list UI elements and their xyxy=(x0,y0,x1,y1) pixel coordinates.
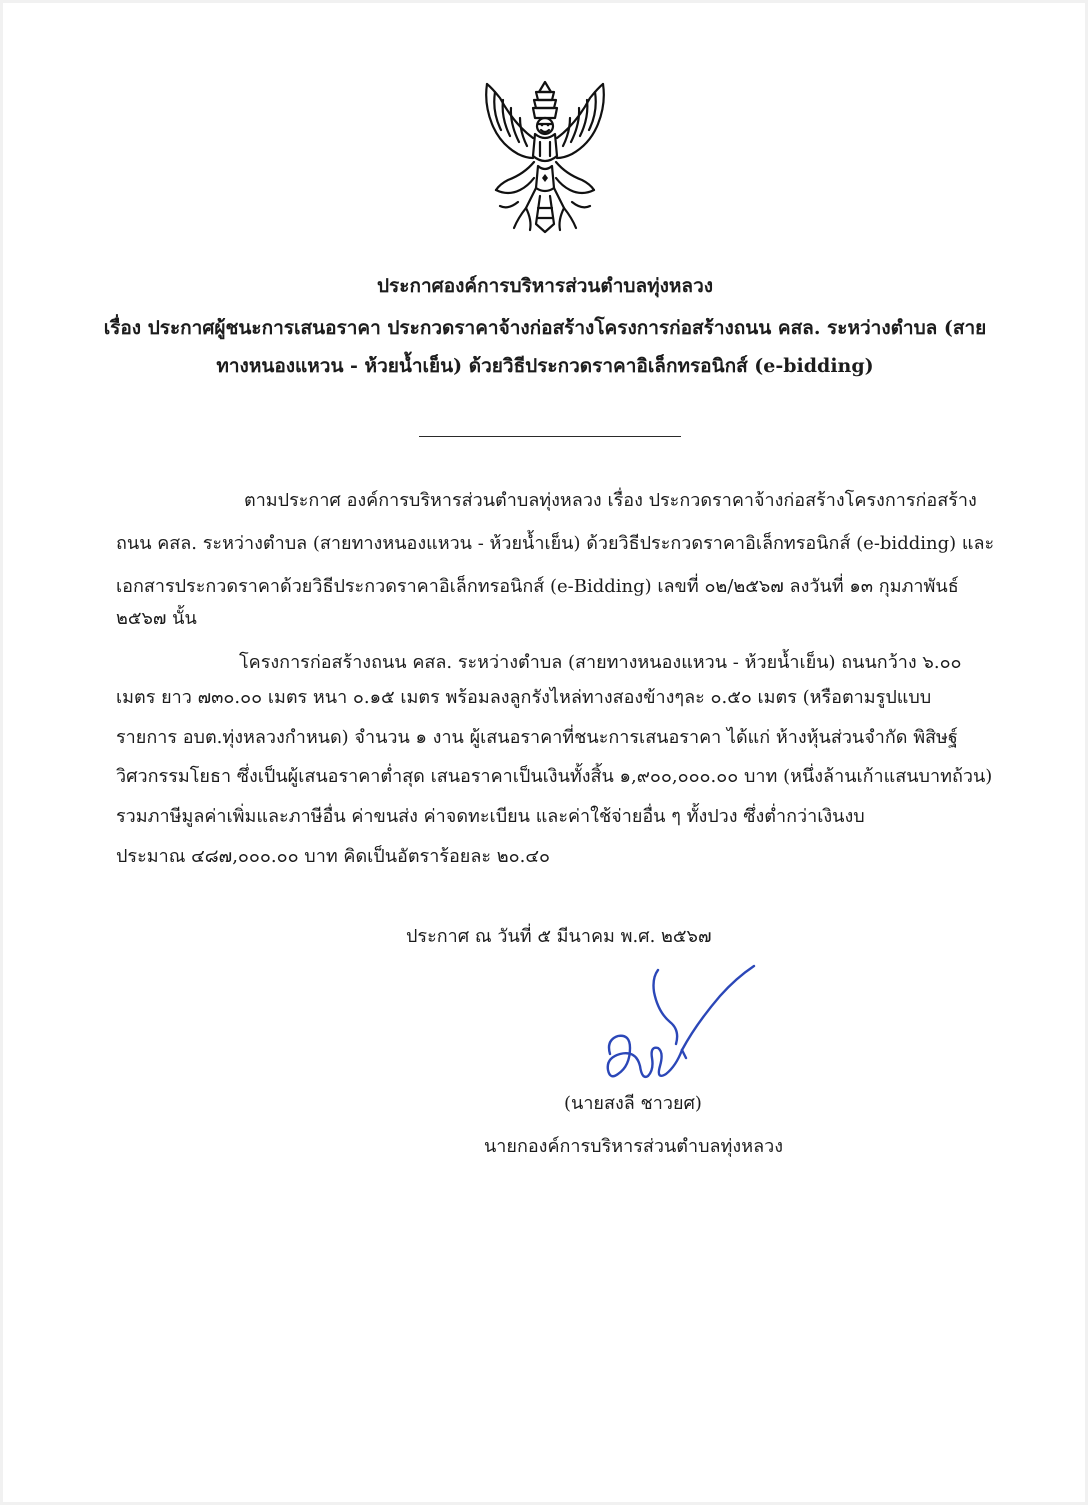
paragraph-2-line: รายการ อบต.ทุ่งหลวงกำหนด) จำนวน ๑ งาน ผู้เสนอราคาที่ชนะการเสนอราคา ได้แก่ ห้างหุ้นส่วนจำกัด พิสิษฐ์ xyxy=(116,727,958,748)
signature-icon xyxy=(596,962,766,1112)
garuda-emblem-icon xyxy=(478,78,612,234)
paragraph-2-line: เมตร ยาว ๗๓๐.๐๐ เมตร หนา ๐.๑๕ เมตร พร้อมลงลูกรังไหล่ทางสองข้างๆละ ๐.๕๐ เมตร (หรือตามรูปแบบ xyxy=(116,687,932,708)
paragraph-2-line: วิศวกรรมโยธา ซึ่งเป็นผู้เสนอราคาต่ำสุด เสนอราคาเป็นเงินทั้งสิ้น ๑,๙๐๐,๐๐๐.๐๐ บาท (หนึ่งล้านเก้าแสนบาทถ้วน) xyxy=(116,766,993,787)
paragraph-2-line: โครงการก่อสร้างถนน คสล. ระหว่างตำบล (สายทางหนองแหวน - ห้วยน้ำเย็น) ถนนกว้าง ๖.๐๐ xyxy=(239,652,962,673)
paragraph-1-line: เอกสารประกวดราคาด้วยวิธีประกวดราคาอิเล็กทรอนิกส์ (e-Bidding) เลขที่ ๐๒/๒๕๖๗ ลงวันที่ ๑๓ กุมภาพันธ์ xyxy=(116,576,959,597)
paragraph-2-line: รวมภาษีมูลค่าเพิ่มและภาษีอื่น ค่าขนส่ง ค่าจดทะเบียน และค่าใช้จ่ายอื่น ๆ ทั้งปวง ซึ่งต่ำกว่าเงินงบ xyxy=(116,806,865,827)
paragraph-1-line: ตามประกาศ องค์การบริหารส่วนตำบลทุ่งหลวง เรื่อง ประกวดราคาจ้างก่อสร้างโครงการก่อสร้าง xyxy=(244,490,977,511)
signer-name: (นายสงลี ชาวยศ) xyxy=(564,1093,702,1114)
signer-position: นายกองค์การบริหารส่วนตำบลทุ่งหลวง xyxy=(484,1136,784,1157)
document-title: ประกาศองค์การบริหารส่วนตำบลทุ่งหลวง xyxy=(376,275,714,297)
paragraph-2-line: ประมาณ ๔๘๗,๐๐๐.๐๐ บาท คิดเป็นอัตราร้อยละ ๒๐.๔๐ xyxy=(116,846,550,867)
paragraph-1-line: ๒๕๖๗ นั้น xyxy=(116,608,197,629)
paragraph-1-line: ถนน คสล. ระหว่างตำบล (สายทางหนองแหวน - ห้วยน้ำเย็น) ด้วยวิธีประกวดราคาอิเล็กทรอนิกส์ (e-bidding) และ xyxy=(116,533,995,554)
title-divider xyxy=(419,436,681,437)
announcement-date: ประกาศ ณ วันที่ ๕ มีนาคม พ.ศ. ๒๕๖๗ xyxy=(406,926,712,947)
subject-line: ทางหนองแหวน - ห้วยน้ำเย็น) ด้วยวิธีประกวดราคาอิเล็กทรอนิกส์ (e-bidding) xyxy=(216,355,874,377)
subject-line: เรื่อง ประกาศผู้ชนะการเสนอราคา ประกวดราคาจ้างก่อสร้างโครงการก่อสร้างถนน คสล. ระหว่างตำบล (สาย xyxy=(103,317,987,339)
